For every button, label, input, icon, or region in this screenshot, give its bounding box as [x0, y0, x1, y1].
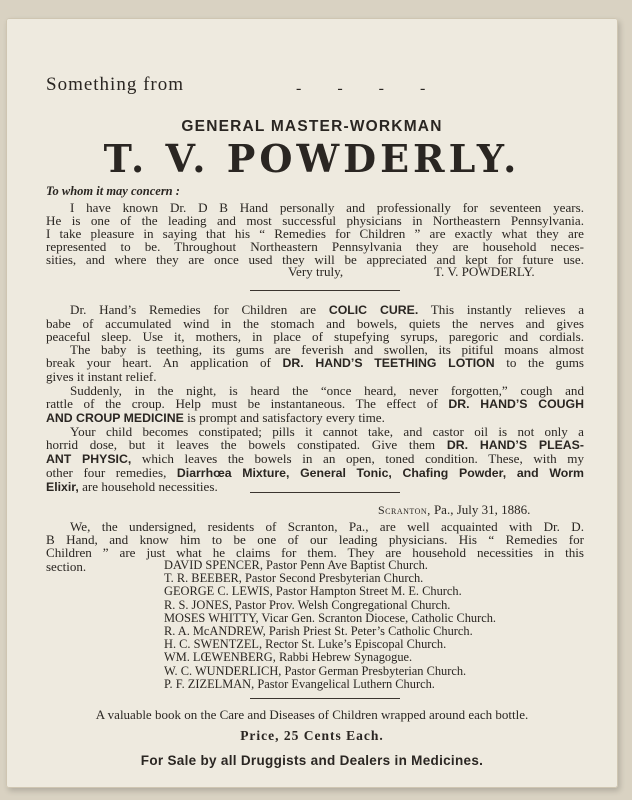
signer: DAVID SPENCER, Pastor Penn Ave Baptist Church. [164, 558, 428, 572]
endorsement-line: Children ” are just what he claims for them. They are household necessities in this [46, 545, 584, 561]
endorsement-line: We, the undersigned, residents of Scranton, Pa., are well acquainted with Dr. D. [70, 519, 584, 534]
teething-lotion-name: DR. HAND’S TEETHING LOTION [282, 356, 495, 371]
letter-salutation: To whom it may concern : [46, 184, 180, 198]
other-remedies-names: Diarrhœa Mixture, General Tonic, Chafing Powder, and Worm [176, 466, 584, 481]
intro-dashes: - - - - [296, 80, 442, 97]
price-line: Price, 25 Cents Each. [240, 728, 384, 743]
advertisement-card [6, 18, 618, 788]
letter-line: represented to be. Throughout Northeastern Pennsylvania they are household neces- [46, 239, 584, 255]
remedies-line: break your heart. An application of DR. HAND’S TEETHING LOTION to the gums [46, 355, 584, 371]
title-rank: GENERAL MASTER-WORKMAN [181, 118, 443, 135]
remedies-line: AND CROUP MEDICINE is prompt and satisfactory every time. [46, 409, 385, 425]
remedies-line: gives it instant relief. [46, 369, 157, 385]
remedies-line: The baby is teething, its gums are feverish and swollen, its pitiful moans almost [70, 342, 584, 358]
remedies-line: other four remedies, Diarrhœa Mixture, General Tonic, Chafing Powder, and Worm [46, 465, 584, 481]
intro-text: Something from [46, 74, 185, 95]
remedies-line: Suddenly, in the night, is heard the “once heard, never forgotten,” cough and [70, 382, 584, 398]
letter-line: He is one of the leading and most successful physicians in Northeastern Pennsylvania. [46, 213, 584, 229]
signer: WM. LŒWENBERG, Rabbi Hebrew Synagogue. [164, 650, 413, 665]
book-note: A valuable book on the Care and Diseases of Children wrapped around each bottle. [95, 707, 529, 722]
divider-rule [250, 698, 400, 699]
remedies-line: Dr. Hand’s Remedies for Children are COLIC CURE. This instantly relieves a [70, 302, 585, 317]
pleasant-physic-name: DR. HAND’S PLEAS- [446, 437, 584, 452]
signer: R. S. JONES, Pastor Prov. Welsh Congregational Church. [164, 597, 451, 612]
signers-list [164, 559, 496, 691]
remedies-line: horrid dose, but it leaves the bowels constipated. Give them DR. HAND’S PLEAS- [46, 436, 584, 452]
divider-rule [250, 492, 400, 493]
signer: P. F. ZIZELMAN, Pastor Evangelical Luthern Church. [164, 676, 435, 691]
colic-cure-name: COLIC CURE. [328, 303, 419, 317]
signer: R. A. McANDREW, Parish Priest St. Peter’s Catholic Church. [164, 624, 473, 639]
remedies-body [46, 303, 584, 494]
remedies-line: Elixir, are household necessities. [46, 479, 218, 495]
remedies-line: peaceful sleep. Use it, mothers, in place of stupefying syrups, paregoric and cordials. [46, 329, 584, 345]
signer: GEORGE C. LEWIS, Pastor Hampton Street M. E. Church. [164, 584, 462, 599]
remedies-line: rattle of the croup. Help must be instantaneous. The effect of DR. HAND’S COUGH [46, 395, 584, 411]
for-sale-line: For Sale by all Druggists and Dealers in Medicines. [140, 753, 484, 768]
letter-line: I take pleasure in saying that his “ Remedies for Children ” are exactly what they are [46, 226, 584, 242]
signer: H. C. SWENTZEL, Rector St. Luke’s Episcopal Church. [164, 637, 447, 652]
endorsement-body [46, 520, 584, 559]
signer: W. C. WUNDERLICH, Pastor German Presbyterian Church. [164, 663, 467, 678]
headline-name: T. V. POWDERLY. [103, 136, 521, 181]
endorsement-line: B Hand, and know him to be one of our leading physicians. His “ Remedies for [46, 532, 584, 548]
letter-body [46, 201, 584, 266]
signer: MOSES WHITTY, Vicar Gen. Scranton Diocese, Catholic Church. [164, 610, 497, 625]
cough-medicine-name: DR. HAND’S COUGH [448, 396, 584, 411]
letter-closing: Very truly, [288, 264, 344, 279]
remedies-line: babe of accumulated wind in the stomach and bowels, quiets the nerves and gives [46, 316, 584, 332]
letter-signature: T. V. POWDERLY. [434, 264, 535, 279]
letter-line: sities, and where they are once used they will be appreciated and kept for future use. [46, 252, 584, 268]
letter-line: I have known Dr. D B Hand personally and professionally for seventeen years. [70, 200, 584, 215]
divider-rule [250, 290, 400, 291]
section-word: section. [46, 559, 87, 574]
signer: T. R. BEEBER, Pastor Second Presbyterian Church. [164, 571, 424, 586]
dateline: Scranton, Pa., July 31, 1886. [378, 502, 531, 517]
remedies-line: Your child becomes constipated; pills it cannot take, and castor oil is not only a [70, 423, 584, 439]
remedies-line: ANT PHYSIC, which leaves the bowels in an open, toned condition. These, with my [46, 451, 584, 467]
